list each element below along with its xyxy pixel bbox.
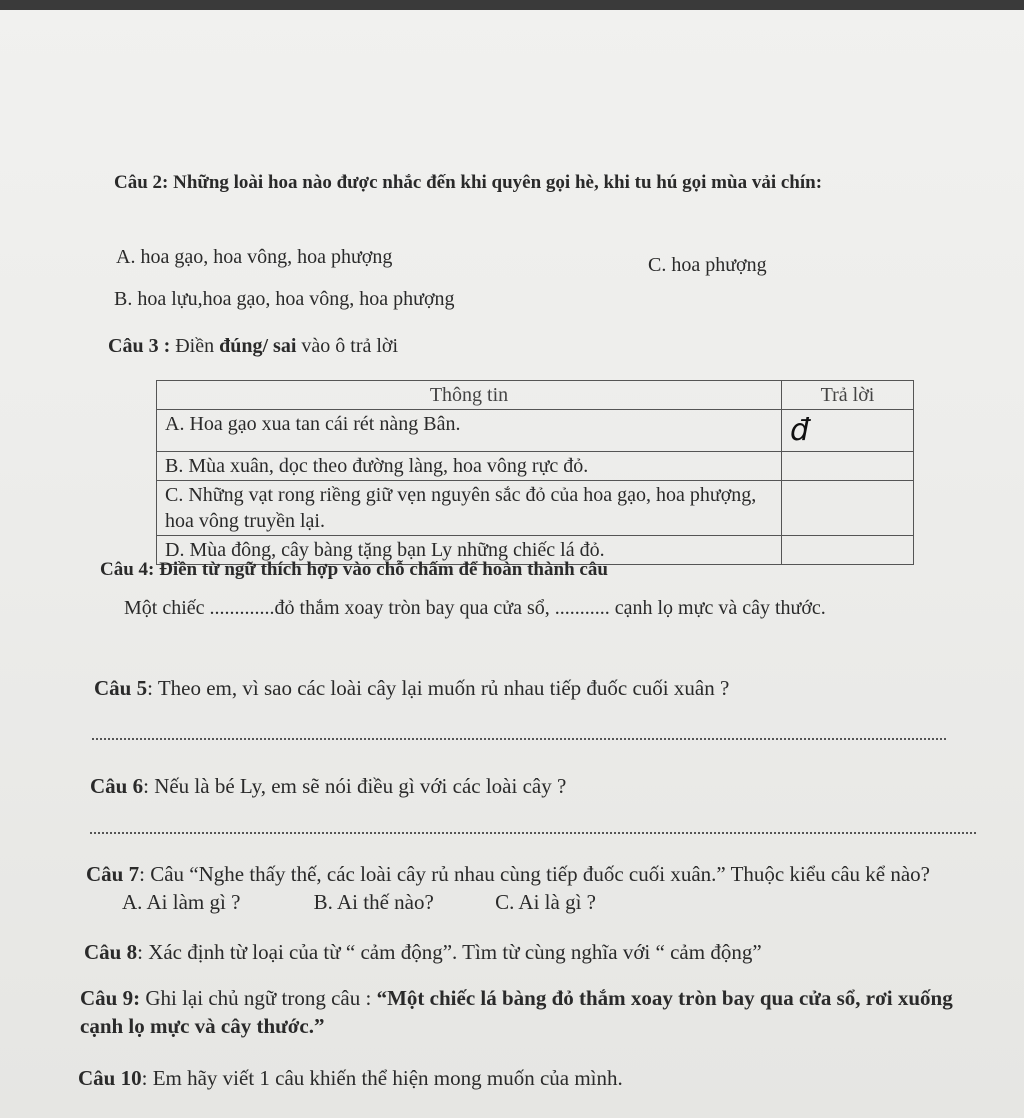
- question-8-text: : Xác định từ loại của từ “ cảm động”. Tìm từ cùng nghĩa với “ cảm động”: [137, 940, 762, 964]
- page-top-edge: [0, 0, 1024, 10]
- question-3-text-2: vào ô trả lời: [301, 335, 399, 357]
- question-10: [78, 1064, 623, 1092]
- table-row: [157, 481, 914, 536]
- question-5-text: : Theo em, vì sao các loài cây lại muốn rủ nhau tiếp đuốc cuối xuân ?: [147, 676, 730, 700]
- table-header-row: [157, 381, 914, 410]
- row-info: C. Những vạt rong riềng giữ vẹn nguyên sắc đỏ của hoa gạo, hoa phượng, hoa vông truyền lại.: [157, 481, 782, 536]
- answer-line[interactable]: [92, 738, 946, 740]
- table-row: [157, 452, 914, 481]
- question-7-option-b: B. Ai thế nào?: [313, 890, 434, 915]
- question-5: [94, 674, 729, 702]
- question-6-label: Câu 6: [90, 774, 144, 798]
- answer-line[interactable]: [90, 832, 976, 834]
- question-3: [108, 333, 398, 360]
- question-3-bold-text: đúng/ sai: [219, 335, 297, 357]
- question-7-text: : Câu “Nghe thấy thế, các loài cây rủ nhau cùng tiếp đuốc cuối xuân.” Thuộc kiểu câu kể nào?: [139, 862, 931, 886]
- question-2-label: Câu 2:: [114, 172, 169, 193]
- question-7-option-a: A. Ai làm gì ?: [122, 890, 241, 915]
- row-info: D. Mùa đông, cây bàng tặng bạn Ly những chiếc lá đỏ.: [157, 536, 782, 565]
- row-answer[interactable]: [782, 481, 914, 536]
- question-4-label: Câu 4: [100, 559, 149, 580]
- question-8: [84, 938, 762, 966]
- question-4: [100, 557, 608, 583]
- header-info: Thông tin: [157, 381, 782, 410]
- question-4-body: [96, 595, 946, 622]
- question-2-option-a: A. hoa gạo, hoa vông, hoa phượng: [116, 246, 393, 268]
- row-answer[interactable]: [782, 452, 914, 481]
- row-info: B. Mùa xuân, dọc theo đường làng, hoa vông rực đỏ.: [157, 452, 782, 481]
- table-row: [157, 410, 914, 452]
- question-7-option-c: C. Ai là gì ?: [495, 890, 596, 915]
- row-answer[interactable]: [782, 536, 914, 565]
- question-4-fill-sentence: Một chiếc .............đỏ thắm xoay tròn bay qua cửa sổ, ........... cạnh lọ mực và cây thước.: [124, 597, 826, 619]
- question-9-label: Câu 9:: [80, 986, 141, 1010]
- question-2-option-b: B. hoa lựu,hoa gạo, hoa vông, hoa phượng: [114, 288, 455, 310]
- row-info: A. Hoa gạo xua tan cái rét nàng Bân.: [157, 410, 782, 452]
- question-4-text: : Điền từ ngữ thích hợp vào chỗ chấm để hoàn thành câu: [148, 559, 608, 580]
- question-5-label: Câu 5: [94, 676, 148, 700]
- question-2-text: Những loài hoa nào được nhắc đến khi quyên gọi hè, khi tu hú gọi mùa vải chín:: [173, 172, 823, 193]
- true-false-table: [156, 380, 914, 565]
- question-3-label: Câu 3 :: [108, 335, 171, 357]
- question-2-option-c: C. hoa phượng: [648, 254, 767, 276]
- question-3-text-1: Điền: [175, 335, 215, 357]
- question-10-label: Câu 10: [78, 1066, 142, 1090]
- question-7-label: Câu 7: [86, 862, 140, 886]
- header-answer: Trả lời: [782, 381, 914, 410]
- question-6-text: : Nếu là bé Ly, em sẽ nói điều gì với các loài cây ?: [143, 774, 567, 798]
- question-2: [114, 170, 974, 196]
- question-9-text: Ghi lại chủ ngữ trong câu :: [140, 986, 377, 1010]
- row-answer-handwritten[interactable]: đ: [782, 410, 914, 452]
- question-9: [80, 984, 970, 1041]
- question-7: [86, 860, 966, 917]
- question-6: [90, 772, 566, 800]
- question-9-quoted-sentence: “Một chiếc lá bàng đỏ thắm xoay tròn bay qua cửa sổ, rơi xuống cạnh lọ mực và cây thước.”: [80, 986, 953, 1039]
- question-10-text: : Em hãy viết 1 câu khiến thể hiện mong muốn của mình.: [141, 1066, 623, 1090]
- question-8-label: Câu 8: [84, 940, 138, 964]
